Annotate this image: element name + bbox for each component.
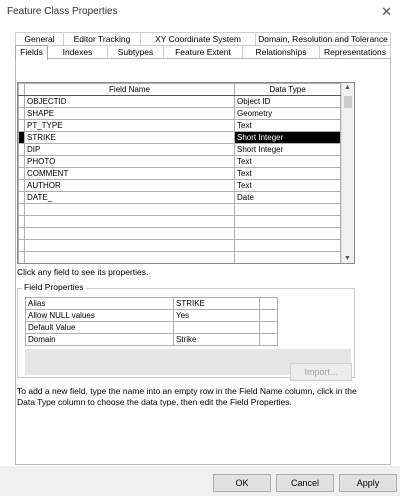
fields-grid[interactable] (17, 82, 355, 264)
empty-table-row[interactable] (19, 228, 341, 240)
data-type-cell[interactable] (235, 240, 341, 252)
table-row[interactable] (19, 156, 341, 168)
close-icon[interactable]: ✕ (381, 4, 392, 19)
scroll-up-icon[interactable]: ▲ (344, 84, 351, 91)
table-row[interactable] (19, 120, 341, 132)
ok-button[interactable]: OK (213, 474, 271, 492)
empty-table-row[interactable] (19, 240, 341, 252)
tab-feature-extent[interactable]: Feature Extent (163, 45, 243, 59)
field-name-cell[interactable]: PT_TYPE (25, 120, 235, 132)
table-row[interactable] (19, 144, 341, 156)
property-row[interactable] (26, 322, 278, 334)
empty-table-row[interactable] (19, 204, 341, 216)
data-type-cell[interactable]: Text (235, 156, 341, 168)
table-row[interactable] (19, 168, 341, 180)
field-name-cell[interactable] (25, 252, 235, 264)
apply-button[interactable]: Apply (339, 474, 397, 492)
field-properties-table (25, 297, 278, 346)
fields-table (18, 83, 341, 264)
data-type-cell[interactable] (235, 252, 341, 264)
field-name-cell[interactable]: SHAPE (25, 108, 235, 120)
data-type-cell[interactable]: Short Integer (235, 144, 341, 156)
title-bar (0, 0, 400, 24)
column-header-data-type[interactable]: Data Type (235, 84, 341, 96)
tab-general[interactable]: General (15, 32, 64, 46)
data-type-cell[interactable]: Text (235, 180, 341, 192)
data-type-cell[interactable]: Date (235, 192, 341, 204)
data-type-cell[interactable]: Text (235, 120, 341, 132)
table-row[interactable] (19, 192, 341, 204)
property-row[interactable] (26, 298, 278, 310)
property-extra-cell (260, 322, 278, 334)
property-label: Allow NULL values (26, 310, 174, 322)
data-type-cell[interactable] (235, 228, 341, 240)
data-type-cell[interactable]: Short Integer (235, 132, 341, 144)
field-name-cell[interactable]: AUTHOR (25, 180, 235, 192)
help-text: To add a new field, type the name into an empty row in the Field Name column, click in the Data Type column to choose the data type, then edit the Field Properties. (17, 386, 357, 407)
scroll-thumb[interactable] (344, 96, 352, 108)
property-label: Alias (26, 298, 174, 310)
property-extra-cell (260, 334, 278, 346)
tab-fields[interactable]: Fields (15, 45, 48, 60)
tab-domain-resolution-tolerance[interactable]: Domain, Resolution and Tolerance (255, 32, 391, 46)
table-row[interactable] (19, 108, 341, 120)
data-type-cell[interactable] (235, 216, 341, 228)
field-name-cell[interactable]: DIP (25, 144, 235, 156)
import-button[interactable]: Import... (290, 363, 352, 381)
property-extra-cell (260, 310, 278, 322)
property-value[interactable]: Yes (174, 310, 260, 322)
tab-representations[interactable]: Representations (319, 45, 391, 59)
tab-indexes[interactable]: Indexes (47, 45, 108, 59)
tab-subtypes[interactable]: Subtypes (107, 45, 164, 59)
tab-editor-tracking[interactable]: Editor Tracking (63, 32, 141, 46)
field-name-cell[interactable] (25, 228, 235, 240)
tab-relationships[interactable]: Relationships (242, 45, 320, 59)
scroll-down-icon[interactable]: ▼ (344, 255, 351, 262)
data-type-cell[interactable]: Geometry (235, 108, 341, 120)
property-row[interactable] (26, 334, 278, 346)
field-properties-title: Field Properties (24, 282, 84, 292)
field-name-cell[interactable] (25, 216, 235, 228)
field-name-cell[interactable] (25, 240, 235, 252)
column-header-field-name[interactable]: Field Name (25, 84, 235, 96)
field-name-cell[interactable]: OBJECTID (25, 96, 235, 108)
cancel-button[interactable]: Cancel (276, 474, 334, 492)
table-row[interactable] (19, 96, 341, 108)
property-label: Default Value (26, 322, 174, 334)
field-name-cell[interactable]: PHOTO (25, 156, 235, 168)
grid-vertical-scrollbar[interactable] (341, 83, 354, 263)
field-name-cell[interactable]: DATE_ (25, 192, 235, 204)
tab-xy-coordinate-system[interactable]: XY Coordinate System (140, 32, 256, 46)
table-row[interactable] (19, 132, 341, 144)
field-name-cell[interactable]: STRIKE (25, 132, 235, 144)
property-label: Domain (26, 334, 174, 346)
click-field-hint: Click any field to see its properties. (17, 267, 149, 277)
property-row[interactable] (26, 310, 278, 322)
data-type-cell[interactable]: Object ID (235, 96, 341, 108)
field-name-cell[interactable]: COMMENT (25, 168, 235, 180)
table-row[interactable] (19, 180, 341, 192)
property-value[interactable] (174, 322, 260, 334)
window-title: Feature Class Properties (7, 6, 118, 17)
field-name-cell[interactable] (25, 204, 235, 216)
empty-table-row[interactable] (19, 216, 341, 228)
property-extra-cell (260, 298, 278, 310)
property-value[interactable]: STRIKE (174, 298, 260, 310)
property-value[interactable]: Strike (174, 334, 260, 346)
empty-table-row[interactable] (19, 252, 341, 264)
data-type-cell[interactable]: Text (235, 168, 341, 180)
data-type-cell[interactable] (235, 204, 341, 216)
